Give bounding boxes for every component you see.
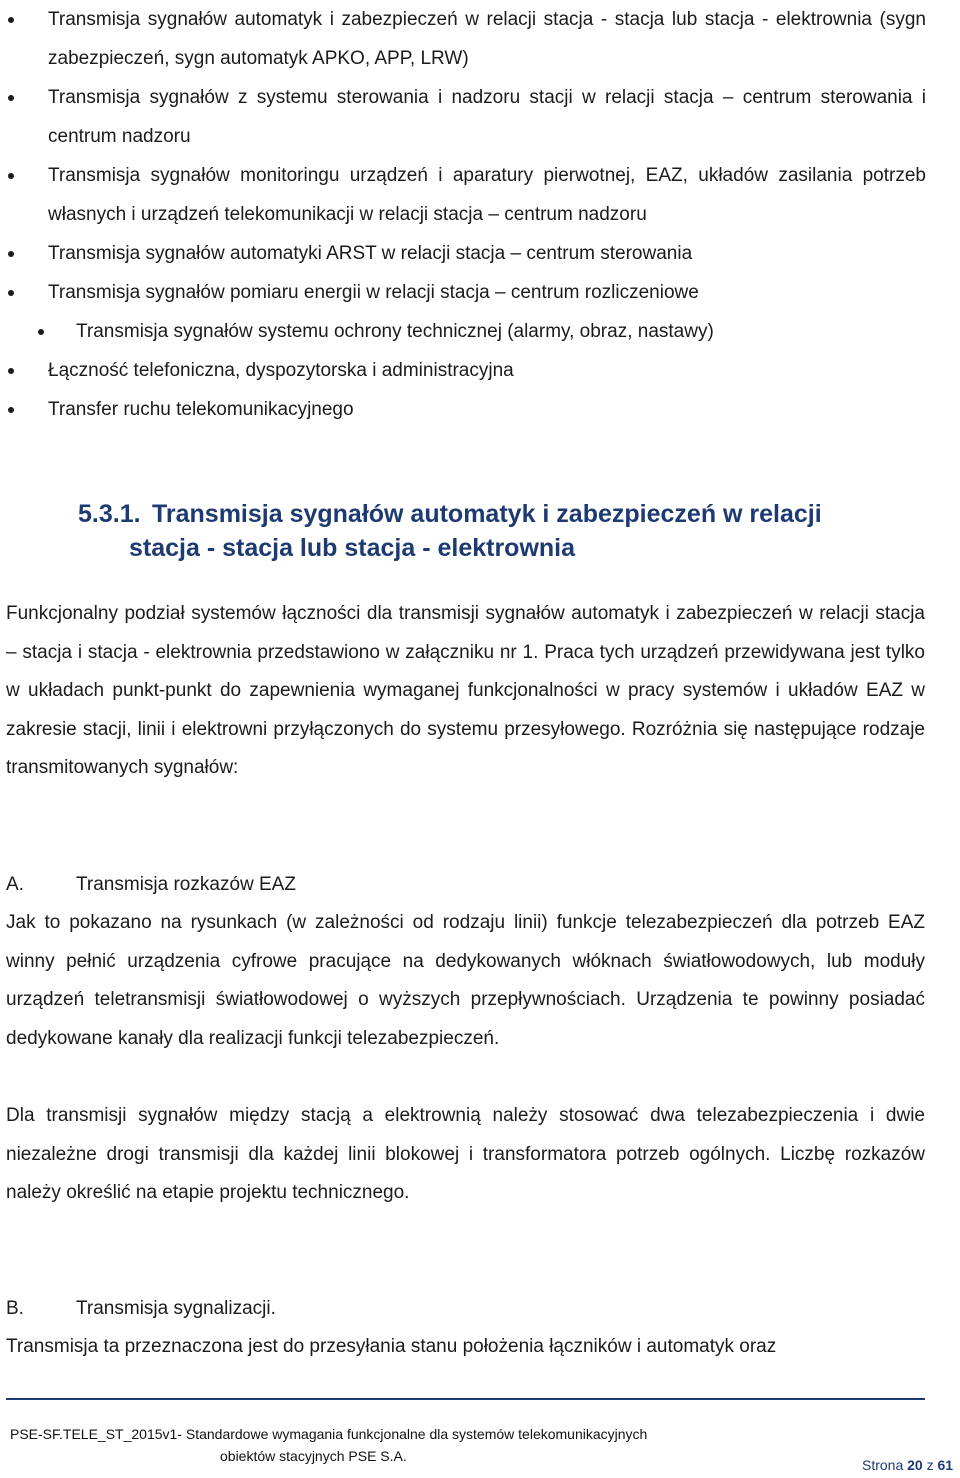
page-current: 20 (907, 1457, 923, 1473)
list-item (0, 78, 960, 156)
list-item-text: Transmisja sygnałów monitoringu urządzeń i aparatury pierwotnej, EAZ, układów zasilania potrzeb własnych i urządzeń telekomunikacji w relacji stacja – centrum nadzoru (48, 165, 926, 225)
list-item-text: Transmisja sygnałów automatyk i zabezpieczeń w relacji stacja - stacja lub stacja - elektrownia (sygn zabezpieczeń, sygn automatyk APKO, APP, LRW) (48, 9, 926, 69)
page-label: Strona (862, 1457, 904, 1473)
list-item (0, 0, 960, 78)
intro-paragraph: Funkcjonalny podział systemów łączności dla transmisji sygnałów automatyk i zabezpieczeń w relacji stacja – stacja i stacja - elektrownia przedstawiono w załączniku nr 1. Praca tych urządzeń przewidywana jest tylko w układach punkt-punkt do zapewnienia wymaganej funkcjonalności w pracy systemów i układów EAZ w zakresie stacji, linii i elektrowni przyłączonych do systemu przesyłowego. Rozróżnia się następujące rodzaje transmitowanych sygnałów: (6, 603, 925, 779)
list-item (0, 156, 960, 234)
footer-line-2: obiektów stacyjnych PSE S.A. (220, 1448, 407, 1464)
bullet-icon (8, 17, 14, 23)
list-item-text: Transmisja sygnałów pomiaru energii w relacji stacja – centrum rozliczeniowe (48, 282, 699, 303)
bullet-icon (8, 407, 14, 413)
section-title-line1: Transmisja sygnałów automatyk i zabezpieczeń w relacji (152, 500, 822, 528)
bullet-icon (8, 173, 14, 179)
subsection-a-title: Transmisja rozkazów EAZ (76, 874, 296, 895)
footer-divider (6, 1398, 925, 1400)
subsection-b-letter: B. (6, 1298, 24, 1319)
footer-document-id (10, 1423, 770, 1467)
subsection-a-paragraph-1: Jak to pokazano na rysunkach (w zależności od rodzaju linii) funkcje telezabezpieczeń dla potrzeb EAZ winny pełnić urządzenia cyfrowe pracujące na dedykowanych włóknach światłowodowych, lub moduły urządzeń teletransmisji światłowodowej o wyższych przepływnościach. Urządzenia te powinny posiadać dedykowane kanały dla realizacji funkcji telezabezpieczeń. (6, 912, 925, 1049)
page-separator: z (926, 1457, 934, 1473)
list-item-text: Transmisja sygnałów z systemu sterowania i nadzoru stacji w relacji stacja – centrum sterowania i centrum nadzoru (48, 87, 926, 147)
bullet-icon (38, 329, 44, 335)
subsection-a-letter: A. (6, 874, 24, 895)
subsection-a-heading (6, 866, 296, 904)
footer-line-1: PSE-SF.TELE_ST_2015v1- Standardowe wymagania funkcjonalne dla systemów telekomunikacyjnych (10, 1426, 648, 1442)
bullet-icon (8, 251, 14, 257)
subsection-b-title: Transmisja sygnalizacji. (76, 1298, 276, 1319)
section-title-line2: stacja - stacja lub stacja - elektrownia (129, 534, 576, 562)
page-total: 61 (937, 1457, 954, 1473)
list-item (0, 351, 960, 390)
bullet-list (0, 0, 960, 429)
list-item-text: Transmisja sygnałów systemu ochrony technicznej (alarmy, obraz, nastawy) (76, 321, 714, 342)
list-item-text: Transmisja sygnałów automatyki ARST w relacji stacja – centrum sterowania (48, 243, 693, 264)
list-item (0, 234, 960, 273)
bullet-icon (8, 368, 14, 374)
list-item-text: Transfer ruchu telekomunikacyjnego (48, 399, 354, 420)
subsection-b-paragraph-1: Transmisja ta przeznaczona jest do przesyłania stanu położenia łączników i automatyk oraz (6, 1336, 777, 1357)
section-heading (78, 497, 928, 565)
list-item (0, 390, 960, 429)
bullet-icon (8, 290, 14, 296)
list-item (0, 273, 960, 312)
subsection-b-heading (6, 1290, 276, 1328)
page-number (862, 1457, 953, 1473)
list-item (0, 312, 960, 351)
subsection-a-paragraph-2: Dla transmisji sygnałów między stacją a elektrownią należy stosować dwa telezabezpieczenia i dwie niezależne drogi transmisji dla każdej linii blokowej i transformatora potrzeb ogólnych. Liczbę rozkazów należy określić na etapie projektu technicznego. (6, 1105, 925, 1204)
list-item-text: Łączność telefoniczna, dyspozytorska i administracyjna (48, 360, 514, 381)
bullet-icon (8, 95, 14, 101)
section-number: 5.3.1. (78, 500, 141, 528)
